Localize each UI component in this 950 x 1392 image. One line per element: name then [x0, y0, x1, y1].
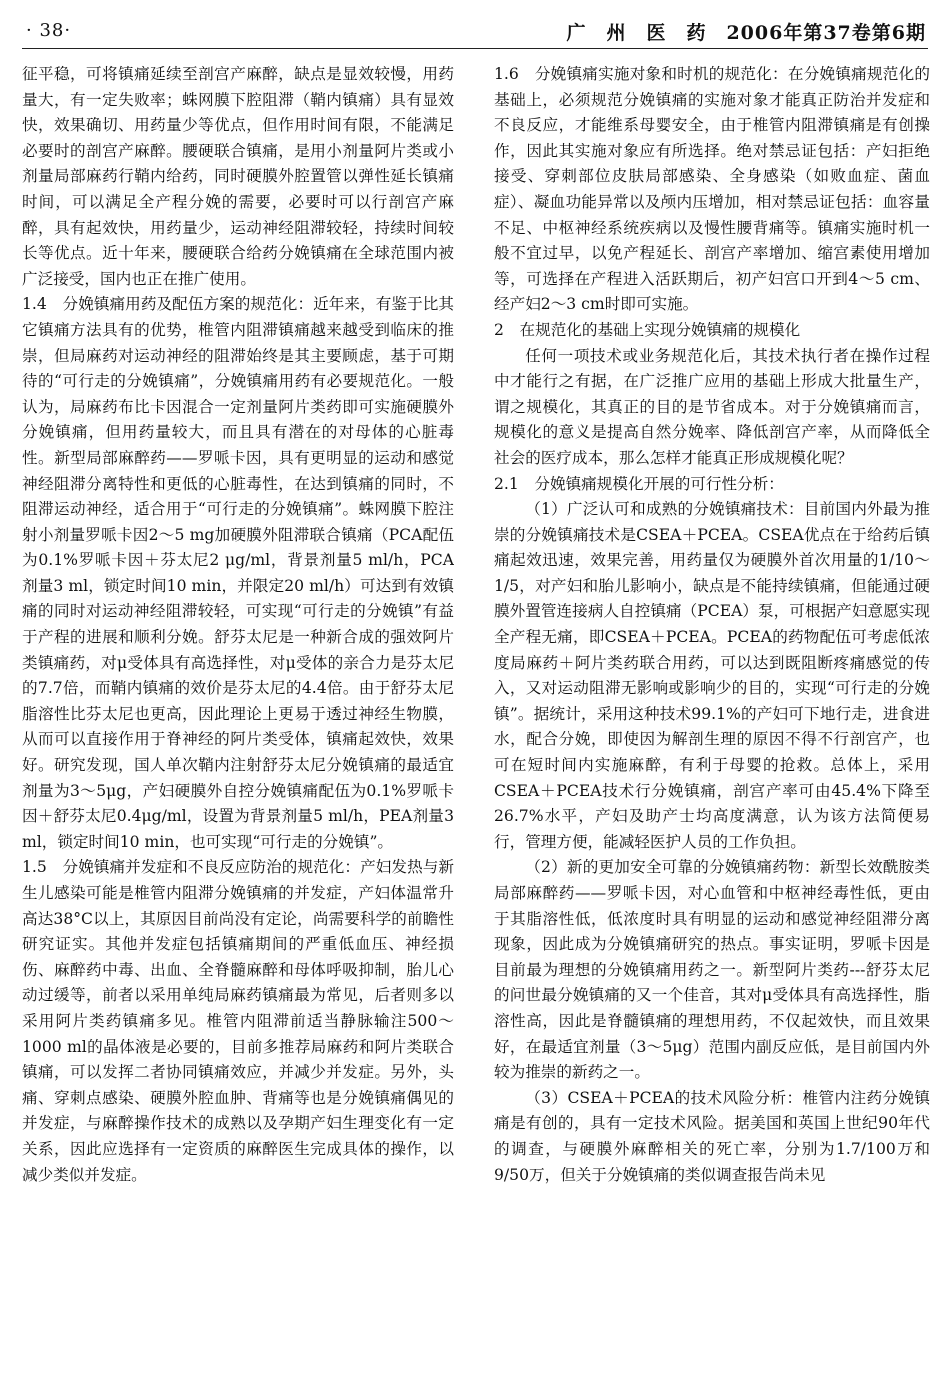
- section-1-5: 1.5 分娩镇痛并发症和不良反应防治的规范化：产妇发热与新生儿感染可能是椎管内阻滞分娩镇痛的并发症，产妇体温常升高达38°C以上，其原因目前尚没有定论，尚需要科学的前瞻性研究证实。其他并发症包括镇痛期间的严重低血压、神经损伤、麻醉药中毒、出血、全脊髓麻醉和母体呼吸抑制，胎儿心动过缓等，前者以采用单纯局麻药镇痛最为常见，后者则多以采用阿片类药镇痛多见。椎管内阻滞前适当静脉输注500～1000 ml的晶体液是必要的，目前多推荐局麻药和阿片类联合镇痛，可以发挥二者协同镇痛效应，并减少并发症。另外，头痛、穿刺点感染、硬膜外腔血肿、背痛等也是分娩镇痛偶见的并发症，与麻醉操作技术的成熟以及孕期产妇生理变化有一定关系，因此应选择有一定资质的麻醉医生完成具体的操作，以减少类似并发症。: [22, 858, 454, 1184]
- section-2-1-heading: 2.1 分娩镇痛规模化开展的可行性分析：: [494, 474, 784, 493]
- right-column: [494, 62, 930, 1384]
- section-2-heading: 2 在规范化的基础上实现分娩镇痛的规模化: [494, 320, 801, 339]
- paragraph-continuation: 征平稳，可将镇痛延续至剖宫产麻醉，缺点是显效较慢，用药量大，有一定失败率；蛛网膜下腔阻滞（鞘内镇痛）具有显效快，效果确切、用药量少等优点，但作用时间有限，不能满足必要时的剖宫产麻醉。腰硬联合镇痛，是用小剂量阿片类或小剂量局部麻药行鞘内给药，同时硬膜外腔置管以弹性延长镇痛时间，可以满足全产程分娩的需要，必要时可以行剖宫产麻醉，具有起效快，用药量少，运动神经阻滞较轻，持续时间较长等优点。近十年来，腰硬联合给药分娩镇痛在全球范围内被广泛接受，国内也正在推广使用。: [22, 65, 454, 288]
- item-2-paragraph: （2）新的更加安全可靠的分娩镇痛药物：新型长效酰胺类局部麻醉药——罗哌卡因，对心血管和中枢神经毒性低，更由于其脂溶性低，低浓度时具有明显的运动和感觉神经阻滞分离现象，因此成为分娩镇痛研究的热点。事实证明，罗哌卡因是目前最为理想的分娩镇痛用药之一。新型阿片类药---舒芬太尼的问世最分娩镇痛的又一个佳音，其对μ受体具有高选择性，脂溶性高，因此是脊髓镇痛的理想用药，不仅起效快，而且效果好，在最适宜剂量（3～5μg）范围内副反应低，是目前国内外较为推崇的新药之一。: [494, 858, 930, 1082]
- section-1-6: 1.6 分娩镇痛实施对象和时机的规范化：在分娩镇痛规范化的基础上，必须规范分娩镇痛的实施对象才能真正防治并发症和不良反应，才能维系母婴安全，由于椎管内阻滞镇痛是有创操作，因此其实施对象应有所选择。绝对禁忌证包括：产妇拒绝接受、穿刺部位皮肤局部感染、全身感染（如败血症、菌血症）、凝血功能异常以及颅内压增加，相对禁忌证包括：血容量不足、中枢神经系统疾病以及慢性腰背痛等。镇痛实施时机一般不宜过早，以免产程延长、剖宫产率增加、缩宫素使用增加等，可选择在产程进入活跃期后，初产妇宫口开到4～5 cm、经产妇2～3 cm时即可实施。: [494, 65, 930, 314]
- section-2-intro: 任何一项技术或业务规范化后，其技术执行者在操作过程中才能行之有据，在广泛推广应用的基础上形成大批量生产，谓之规模化，其真正的目的是节省成本。对于分娩镇痛而言，规模化的意义是提高自然分娩率、降低剖宫产率，从而降低全社会的医疗成本，那么怎样才能真正形成规模化呢？: [494, 346, 930, 467]
- running-header: [22, 14, 928, 49]
- page-number: · 38·: [26, 20, 72, 41]
- item-3-paragraph: （3）CSEA＋PCEA的技术风险分析：椎管内注药分娩镇痛是有创的，具有一定技术风险。据美国和英国上世纪90年代的调查，与硬膜外麻醉相关的死亡率，分别为1.7/100万和9/50万，但关于分娩镇痛的类似调查报告尚未见: [494, 1088, 930, 1184]
- section-1-4: 1.4 分娩镇痛用药及配伍方案的规范化：近年来，有鉴于比其它镇痛方法具有的优势，椎管内阻滞镇痛越来越受到临床的推崇，但局麻药对运动神经的阻滞始终是其主要顾虑，基于可期待的“可行走的分娩镇痛”，分娩镇痛用药有必要规范化。一般认为，局麻药布比卡因混合一定剂量阿片类药即可实施硬膜外分娩镇痛，但用药量较大，而且具有潜在的对母体的心脏毒性。新型局部麻醉药——罗哌卡因，具有更明显的运动和感觉神经阻滞分离特性和更低的心脏毒性，在达到镇痛的同时，不阻滞运动神经，适合用于“可行走的分娩镇痛”。蛛网膜下腔注射小剂量罗哌卡因2～5 mg加硬膜外阻滞联合镇痛（PCA配伍为0.1%罗哌卡因＋芬太尼2 μg/ml，背景剂量5 ml/h，PCA剂量3 ml，锁定时间10 min，并限定20 ml/h）可达到有效镇痛的同时对运动神经阻滞较轻，可实现“可行走的分娩镇”有益于产程的进展和顺利分娩。舒芬太尼是一种新合成的强效阿片类镇痛药，对μ受体具有高选择性，对μ受体的亲合力是芬太尼的7.7倍，而鞘内镇痛的效价是芬太尼的4.4倍。由于舒芬太尼脂溶性比芬太尼也更高，因此理论上更易于透过神经生物膜，从而可以直接作用于脊神经的阿片类受体，镇痛起效快，效果好。研究发现，国人单次鞘内注射舒芬太尼分娩镇痛的最适宜剂量为3～5μg，产妇硬膜外自控分娩镇痛配伍为0.1%罗哌卡因＋舒芬太尼0.4μg/ml，设置为背景剂量5 ml/h，PEA剂量3 ml，锁定时间10 min，也可实现“可行走的分娩镇”。: [22, 295, 454, 851]
- journal-citation: 广 州 医 药 2006年第37卷第6期: [566, 22, 926, 44]
- item-1-paragraph: （1）广泛认可和成熟的分娩镇痛技术：目前国内外最为推崇的分娩镇痛技术是CSEA＋PCEA。CSEA优点在于给药后镇痛起效迅速，效果完善，用药量仅为硬膜外首次用量的1/10～1/5，对产妇和胎儿影响小，缺点是不能持续镇痛，但能通过硬膜外置管连接病人自控镇痛（PCEA）泵，可根据产妇意愿实现全产程无痛，即CSEA＋PCEA。PCEA的药物配伍可考虑低浓度局麻药＋阿片类药联合用药，可以达到既阻断疼痛感觉的传入，又对运动阻滞无影响或影响少的目的，实现“可行走的分娩镇”。据统计，采用这种技术99.1%的产妇可下地行走，进食进水，配合分娩，即使因为解剖生理的原因不得不行剖宫产，也可在短时间内实施麻醉，有利于母婴的抢救。总体上，采用CSEA＋PCEA技术行分娩镇痛，剖宫产率可由45.4%下降至26.7%水平，产妇及助产士均高度满意，认为该方法简便易行，管理方便，能减轻医护人员的工作负担。: [494, 500, 930, 851]
- left-column: [22, 62, 454, 1384]
